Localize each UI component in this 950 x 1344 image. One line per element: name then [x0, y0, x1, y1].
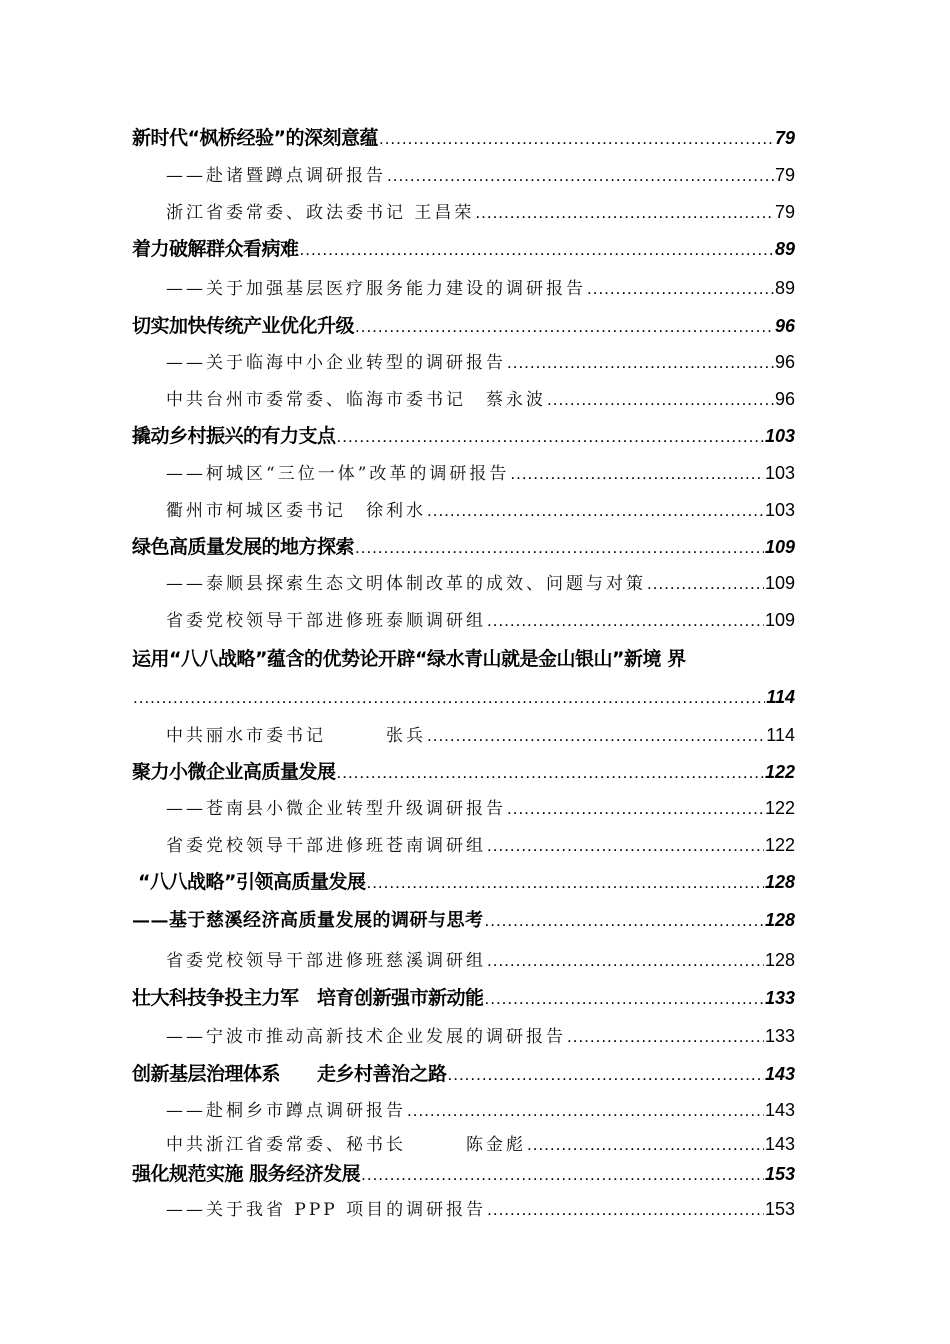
dot-leader	[355, 535, 764, 562]
toc-entry[interactable]	[166, 1023, 795, 1049]
toc-entry-title: 省委党校领导干部进修班苍南调研组	[166, 836, 486, 856]
dot-leader	[487, 1197, 764, 1224]
toc-entry[interactable]	[166, 199, 795, 225]
dot-leader	[487, 948, 764, 975]
toc-entry-title: 中共浙江省委常委、秘书长 陈金彪	[166, 1135, 526, 1155]
toc-page-number: 109	[764, 537, 795, 557]
dot-leader	[366, 870, 763, 897]
toc-page-number: 153	[764, 1164, 795, 1184]
dot-leader	[507, 350, 774, 377]
toc-page-number: 128	[764, 950, 795, 970]
toc-page-number: 133	[764, 1026, 795, 1046]
toc-page-number: 122	[764, 762, 795, 782]
toc-entry[interactable]	[166, 460, 795, 486]
dot-leader	[510, 461, 764, 488]
toc-page-number: 79	[774, 202, 795, 222]
dot-leader	[647, 571, 764, 598]
toc-entry-title: 衢州市柯城区委书记 徐利水	[166, 501, 426, 521]
toc-entry-title: 强化规范实施 服务经济发展	[132, 1163, 361, 1185]
toc-page-number: 103	[764, 463, 795, 483]
dot-leader	[300, 237, 774, 264]
toc-entry-title: 撬动乡村振兴的有力支点	[132, 425, 336, 447]
dot-leader	[379, 126, 774, 153]
toc-entry[interactable]	[166, 1131, 795, 1157]
toc-page-number: 143	[764, 1134, 795, 1154]
dot-leader	[133, 685, 765, 712]
toc-entry[interactable]	[166, 349, 795, 375]
toc-page-number: 153	[764, 1199, 795, 1219]
toc-page-number: 128	[764, 910, 795, 930]
dot-leader	[427, 498, 764, 525]
toc-page-number: 122	[764, 798, 795, 818]
toc-entry-title: ——柯城区“三位一体”改革的调研报告	[166, 464, 510, 484]
dot-leader	[587, 276, 774, 303]
toc-entry-title: 中共丽水市委书记 张兵	[166, 726, 426, 746]
dot-leader	[485, 986, 764, 1013]
toc-page-number: 133	[764, 988, 795, 1008]
toc-entry-title: ——关于临海中小企业转型的调研报告	[166, 353, 506, 373]
toc-entry-title: ——泰顺县探索生态文明体制改革的成效、问题与对策	[166, 574, 646, 594]
toc-entry[interactable]	[166, 386, 795, 412]
toc-entry[interactable]	[138, 869, 795, 895]
dot-leader	[527, 1132, 764, 1159]
toc-entry-title: ——苍南县小微企业转型升级调研报告	[166, 799, 506, 819]
toc-page-number: 143	[764, 1064, 795, 1084]
toc-entry-title: ——基于慈溪经济高质量发展的调研与思考	[132, 910, 484, 931]
toc-entry[interactable]	[166, 795, 795, 821]
dot-leader	[361, 1162, 764, 1189]
toc-entry[interactable]	[132, 985, 795, 1011]
toc-entry-title: 着力破解群众看病难	[132, 238, 299, 260]
toc-entry-title: ——宁波市推动高新技术企业发展的调研报告	[166, 1027, 566, 1047]
toc-page-number: 96	[774, 316, 795, 336]
toc-entry[interactable]	[166, 275, 795, 301]
toc-page-number: 96	[774, 389, 795, 409]
toc-page-number: 109	[764, 573, 795, 593]
toc-entry[interactable]	[166, 162, 795, 188]
toc-entry-title: ——赴诸暨蹲点调研报告	[166, 166, 386, 186]
toc-page-number: 128	[764, 872, 795, 892]
dot-leader	[337, 760, 764, 787]
toc-entry-title: 省委党校领导干部进修班泰顺调研组	[166, 611, 486, 631]
toc-entry-title: 中共台州市委常委、临海市委书记 蔡永波	[166, 390, 546, 410]
dot-leader	[448, 1062, 764, 1089]
toc-entry[interactable]	[132, 534, 795, 560]
toc-entry[interactable]	[166, 1097, 795, 1123]
toc-page-number: 114	[766, 687, 795, 707]
toc-page-number: 103	[764, 500, 795, 520]
dot-leader	[507, 796, 764, 823]
toc-entry-title: 绿色高质量发展的地方探索	[132, 536, 355, 558]
toc-entry[interactable]	[132, 423, 795, 449]
toc-entry[interactable]	[166, 497, 795, 523]
toc-entry-title: ——关于我省 PPP 项目的调研报告	[166, 1200, 487, 1220]
toc-page-number: 103	[764, 426, 795, 446]
toc-entry-title: ——关于加强基层医疗服务能力建设的调研报告	[166, 279, 586, 299]
dot-leader	[355, 314, 774, 341]
toc-entry-title-line1[interactable]: 运用“八八战略”蕴含的优势论开辟“绿水青山就是金山银山”新境 界	[132, 648, 686, 670]
dot-leader	[387, 163, 774, 190]
toc-entry[interactable]	[166, 947, 795, 973]
dot-leader	[475, 200, 774, 227]
toc-entry-title: 壮大科技争投主力军 培育创新强市新动能	[132, 987, 484, 1009]
dot-leader	[487, 608, 764, 635]
toc-entry-title: 浙江省委常委、政法委书记 王昌荣	[166, 203, 475, 223]
dot-leader	[547, 387, 774, 414]
toc-page-number: 122	[764, 835, 795, 855]
toc-entry-title: ——赴桐乡市蹲点调研报告	[166, 1101, 406, 1121]
toc-page-number: 79	[774, 128, 795, 148]
dot-leader	[487, 833, 764, 860]
toc-page-number: 109	[764, 610, 795, 630]
toc-entry[interactable]	[132, 125, 795, 151]
toc-entry-title: “八八战略”引领高质量发展	[138, 871, 366, 893]
toc-entry[interactable]	[132, 236, 795, 262]
toc-page-number: 89	[774, 239, 795, 259]
toc-page-number: 114	[766, 725, 795, 745]
toc-entry[interactable]	[132, 313, 795, 339]
toc-entry[interactable]	[166, 722, 795, 748]
toc-entry[interactable]	[132, 907, 795, 933]
toc-entry[interactable]	[166, 1196, 795, 1222]
toc-entry[interactable]	[132, 684, 795, 710]
toc-entry-title: 创新基层治理体系 走乡村善治之路	[132, 1063, 447, 1085]
toc-entry[interactable]	[166, 832, 795, 858]
toc-entry[interactable]	[166, 570, 795, 596]
toc-entry[interactable]	[132, 1061, 795, 1087]
toc-entry-title: 聚力小微企业高质量发展	[132, 761, 336, 783]
dot-leader	[427, 723, 765, 750]
toc-entry[interactable]	[132, 1161, 795, 1187]
dot-leader	[485, 908, 764, 935]
toc-page-number: 79	[774, 165, 795, 185]
dot-leader	[567, 1024, 764, 1051]
toc-page-number: 89	[774, 278, 795, 298]
toc-entry-title: 省委党校领导干部进修班慈溪调研组	[166, 951, 486, 971]
dot-leader	[407, 1098, 764, 1125]
toc-entry-title: 切实加快传统产业优化升级	[132, 315, 355, 337]
toc-entry-title: 新时代“枫桥经验”的深刻意蕴	[132, 127, 378, 149]
toc-entry[interactable]	[166, 607, 795, 633]
toc-page-number: 96	[774, 352, 795, 372]
toc-entry[interactable]	[132, 759, 795, 785]
dot-leader	[337, 424, 764, 451]
toc-page-number: 143	[764, 1100, 795, 1120]
